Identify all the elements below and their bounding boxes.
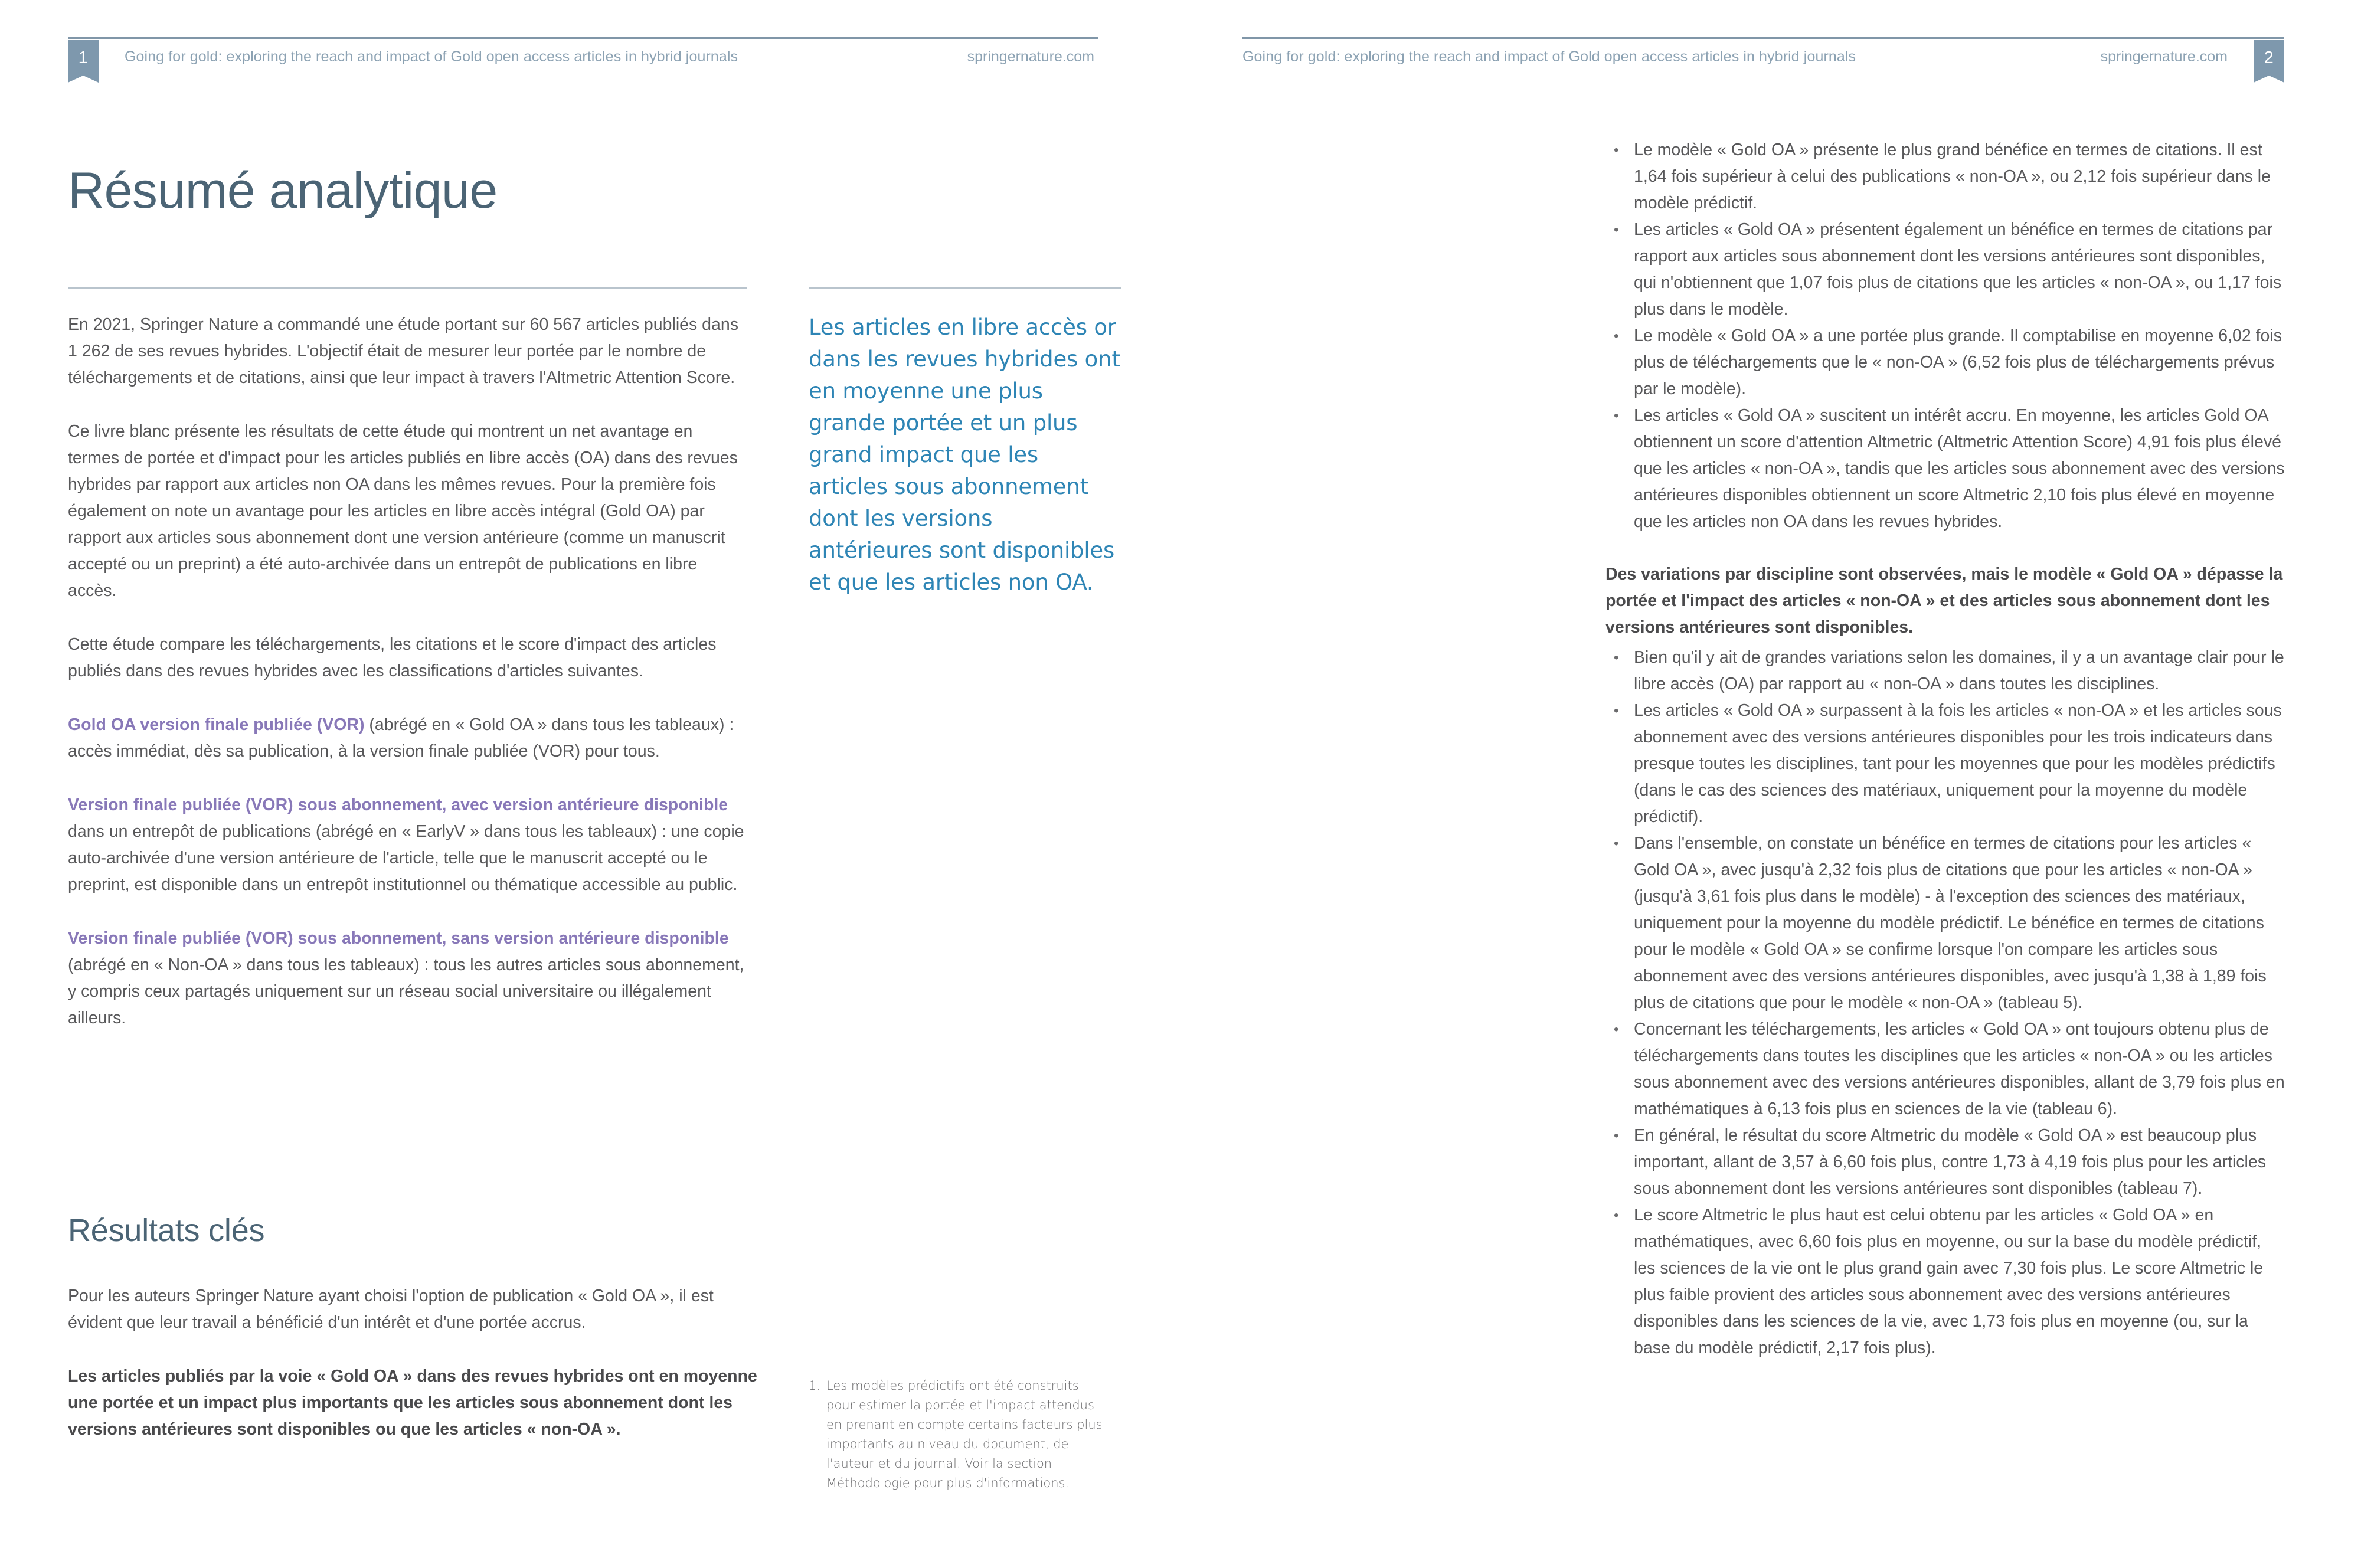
list-item: • Concernant les téléchargements, les articles « Gold OA » ont toujours obtenu plus de téléchargements dans toutes les disciplines que les articles « non-OA » ou les articles sous abonnement avec des versions antérieures disponibles, allant de 3,79 fois plus en mathématiques à 6,13 fois plus en sciences de la vie (tableau 6). <box>1605 1016 2287 1122</box>
definition-text-non-oa: (abrégé en « Non-OA » dans tous les tableaux) : tous les autres articles sous abonnement, y compris ceux partagés uniquement sur un réseau social universitaire ou illégalement ailleurs. <box>68 955 744 1027</box>
left-main-column <box>68 287 747 1032</box>
running-head-title-right: Going for gold: exploring the reach and impact of Gold open access articles in hybrid journals <box>1242 48 1856 65</box>
findings-list-top <box>1605 137 2287 535</box>
findings-list-bottom <box>1605 644 2287 1361</box>
list-item: • Les articles « Gold OA » suscitent un intérêt accru. En moyenne, les articles Gold OA obtiennent un score d'attention Altmetric (Altmetric Attention Score) 4,91 fois plus élevé que les articles « non-OA », tandis que les articles sous abonnement avec des versions antérieures disponibles obtiennent un score Altmetric 2,10 fois plus élevé en moyenne que les articles non OA dans les revues hybrides. <box>1605 402 2287 535</box>
running-head-title-left: Going for gold: exploring the reach and impact of Gold open access articles in hybrid journals <box>125 48 738 65</box>
right-page-content <box>1242 0 2284 1568</box>
list-item: • Bien qu'il y ait de grandes variations selon les domaines, il y a un avantage clair pour le libre accès (OA) par rapport au « non-OA » dans toutes les disciplines. <box>1605 644 2287 698</box>
definition-term-gold-oa: Gold OA version finale publiée (VOR) <box>68 715 365 734</box>
column-rule-main <box>68 287 747 289</box>
column-rule-side <box>809 287 1121 289</box>
key-results-section <box>68 1215 764 1470</box>
list-item: • Les articles « Gold OA » présentent également un bénéfice en termes de citations par rapport aux articles sous abonnement dont les versions antérieures sont disponibles, qui n'obtiennent que 1,07 fois plus de citations que les articles « non-OA », ou 1,17 fois plus dans le modèle. <box>1605 217 2287 323</box>
list-item: • Le modèle « Gold OA » présente le plus grand bénéfice en termes de citations. Il est 1,64 fois supérieur à celui des publications « non-OA », ou 2,12 fois supérieur dans le modèle prédictif. <box>1605 137 2287 217</box>
left-page-content <box>68 0 1120 1568</box>
results-highlight-paragraph: Les articles publiés par la voie « Gold OA » dans des revues hybrides ont en moyenne une portée et un impact plus importants que les articles sous abonnement dont les versions antérieures sont disponibles ou que les articles « non-OA ». <box>68 1367 757 1439</box>
page-title: Résumé analytique <box>68 162 498 219</box>
list-item: • Le modèle « Gold OA » a une portée plus grande. Il comptabilise en moyenne 6,02 fois plus de téléchargements que le « non-OA » (6,52 fois plus de téléchargements prévus par le modèle). <box>1605 323 2287 402</box>
pull-quote: Les articles en libre accès or dans les revues hybrides ont en moyenne une plus grande portée et un plus grand impact que les articles sous abonnement dont les versions antérieures sont disponibles et que les articles non OA. <box>809 315 1120 595</box>
definition-term-earlyv: Version finale publiée (VOR) sous abonnement, avec version antérieure disponible <box>68 796 728 814</box>
page-number-tab-right: 2 <box>2254 40 2284 76</box>
intro-paragraph-2: Ce livre blanc présente les résultats de cette étude qui montrent un net avantage en termes de portée et d'impact pour les articles publiés en libre accès (OA) dans des revues hybrides par rapport aux articles non OA dans les mêmes revues. Pour la première fois également on note un avantage pour les articles en libre accès intégral (Gold OA) par rapport aux articles sous abonnement dont une version antérieure (comme un manuscrit accepté ou un preprint) a été auto-archivée dans un entrepôt de publications en libre accès. <box>68 422 738 600</box>
list-item: • Dans l'ensemble, on constate un bénéfice en termes de citations pour les articles « Gold OA », avec jusqu'à 2,32 fois plus de citations que pour les articles « non-OA » (jusqu'à 3,61 fois plus dans le modèle) - à l'exception des sciences des matériaux, uniquement pour la moyenne du modèle prédictif. Le bénéfice en termes de citations pour le modèle « Gold OA » se confirme lorsque l'on compare les articles sous abonnement avec des versions antérieures disponibles, avec jusqu'à 1,38 à 1,89 fois plus de citations que pour le modèle « non-OA » (tableau 5). <box>1605 830 2287 1016</box>
definition-text-gold-oa: (abrégé en « Gold OA » dans tous les tableaux) : accès immédiat, dès sa publication, à la version finale publiée (VOR) pour tous. <box>68 715 734 761</box>
footnote-1 <box>809 1376 1110 1493</box>
definition-text-earlyv: dans un entrepôt de publications (abrégé en « EarlyV » dans tous les tableaux) : une copie auto-archivée d'une version antérieure de l'article, telle que le manuscrit accepté ou le preprint, est disponible dans un entrepôt institutionnel ou thématique accessible au public. <box>68 822 744 894</box>
definition-term-non-oa: Version finale publiée (VOR) sous abonnement, sans version antérieure disponible <box>68 929 729 948</box>
list-item: • Le score Altmetric le plus haut est celui obtenu par les articles « Gold OA » en mathématiques, avec 6,60 fois plus en moyenne, ou sur la base du modèle prédictif, les sciences de la vie ont le plus grand gain avec 7,30 fois plus. Le score Altmetric le plus faible provient des articles sous abonnement avec des versions antérieures disponibles dans les sciences de la vie, avec 1,73 fois plus en moyenne (ou, sur la base du modèle prédictif, 2,17 fois plus). <box>1605 1202 2287 1361</box>
discipline-variation-heading: Des variations par discipline sont observées, mais le modèle « Gold OA » dépasse la portée et l'impact des articles « non-OA » et des articles sous abonnement dont les versions antérieures sont disponibles. <box>1605 565 2283 637</box>
running-head-site-right: springernature.com <box>2100 48 2228 65</box>
page-number-tab-left: 1 <box>68 40 99 76</box>
intro-paragraph-3: Cette étude compare les téléchargements, les citations et le score d'impact des articles publiés dans des revues hybrides avec les classifications d'articles suivantes. <box>68 635 717 680</box>
intro-paragraph-1: En 2021, Springer Nature a commandé une étude portant sur 60 567 articles publiés dans 1 262 de ses revues hybrides. L'objectif était de mesurer leur portée par le nombre de téléchargements et de citations, ainsi que leur impact à travers l'Altmetric Attention Score. <box>68 315 738 387</box>
left-side-column <box>809 287 1121 598</box>
footnote-number: 1. <box>809 1379 821 1393</box>
running-head-site-left: springernature.com <box>967 48 1094 65</box>
right-main-column <box>1605 137 2287 1361</box>
results-intro-paragraph: Pour les auteurs Springer Nature ayant choisi l'option de publication « Gold OA », il est évident que leur travail a bénéficié d'un intérêt et d'une portée accrus. <box>68 1287 714 1332</box>
footnote-text: Les modèles prédictifs ont été construits pour estimer la portée et l'impact attendus en prenant en compte certains facteurs plus importants au niveau du document, de l'auteur et du journal. Voir la section Méthodologie pour plus d'informations. <box>826 1379 1103 1490</box>
list-item: • En général, le résultat du score Altmetric du modèle « Gold OA » est beaucoup plus important, allant de 3,57 à 6,60 fois plus, contre 1,73 à 4,19 fois plus pour les articles sous abonnement dont les versions antérieures sont disponibles (tableau 7). <box>1605 1122 2287 1202</box>
definition-non-oa <box>68 925 747 1032</box>
definition-earlyv <box>68 792 747 898</box>
page-right <box>1180 0 2361 1568</box>
list-item: • Les articles « Gold OA » surpassent à la fois les articles « non-OA » et les articles sous abonnement avec des versions antérieures disponibles pour les trois indicateurs dans presque toutes les disciplines, tant pour les moyennes que pour les modèles prédictifs (dans le cas des sciences des matériaux, uniquement pour la moyenne du modèle prédictif). <box>1605 698 2287 830</box>
section-heading-results: Résultats clés <box>68 1213 265 1248</box>
definition-gold-oa <box>68 712 747 765</box>
page-left <box>0 0 1180 1568</box>
